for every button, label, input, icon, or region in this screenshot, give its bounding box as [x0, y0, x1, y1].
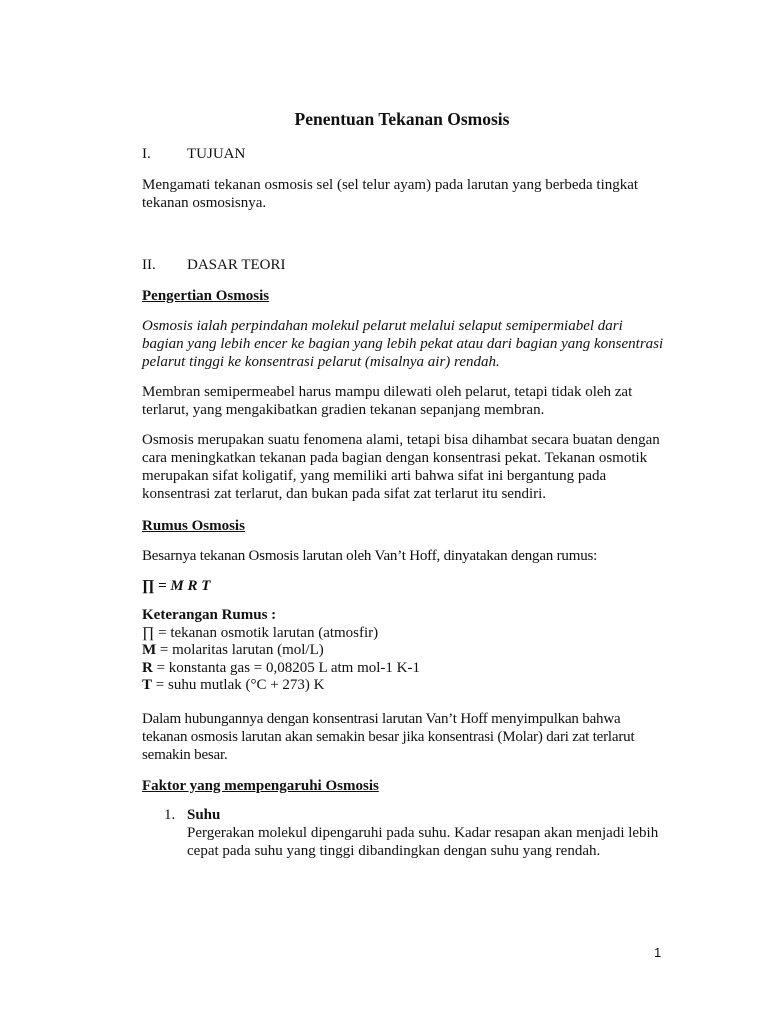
section-label: DASAR TEORI — [187, 257, 286, 273]
list-item-title: Suhu — [187, 807, 221, 823]
rumus-lead-text: Besarnya tekanan Osmosis larutan oleh Van’t Hoff, dinyatakan dengan rumus: — [142, 548, 598, 564]
paragraph-osmosis-fenomena: Osmosis merupakan suatu fenomena alami, tetapi bisa dihambat secara buatan dengan cara meningkatkan tekanan pada bagian dengan konsentrasi pekat. Tekanan osmotik merupakan sifat koligatif, yang memiliki arti bahwa sifat ini bergantung pada konsentrasi zat terlarut, dan bukan pada sifat zat terlarut itu sendiri. — [142, 432, 660, 502]
legend-item: T = suhu mutlak (°C + 273) K — [142, 677, 325, 693]
subheading-faktor: Faktor yang mempengaruhi Osmosis — [142, 778, 379, 794]
section-number: II. — [142, 257, 156, 273]
legend-heading: Keterangan Rumus : — [142, 607, 277, 623]
tujuan-text: Mengamati tekanan osmosis sel (sel telur ayam) pada larutan yang berbeda tingkat tekanan osmosisnya. — [142, 177, 639, 211]
section-number: I. — [142, 146, 151, 162]
formula-symbol: ∏ = — [142, 578, 167, 594]
definition-paragraph: Osmosis ialah perpindahan molekul pelarut melalui selaput semipermiabel dari bagian yang lebih encer ke bagian yang lebih pekat atau dari bagian yang konsentrasi pelarut tinggi ke konsentrasi pelarut (misalnya air) rendah. — [142, 318, 664, 370]
page-title: Penentuan Tekanan Osmosis — [294, 109, 510, 129]
list-item-text: Pergerakan molekul dipengaruhi pada suhu. Kadar resapan akan menjadi lebih cepat pada suhu yang tinggi dibandingkan dengan suhu yang rendah. — [187, 825, 659, 859]
formula-variables: M R T — [170, 578, 211, 594]
subheading-pengertian: Pengertian Osmosis — [142, 288, 270, 304]
osmosis-formula — [142, 577, 210, 595]
conclusion-paragraph: Dalam hubungannya dengan konsentrasi larutan Van’t Hoff menyimpulkan bahwa tekanan osmosis larutan akan semakin besar jika konsentrasi (Molar) dari zat terlarut semakin besar. — [142, 711, 635, 763]
list-item-number: 1. — [164, 807, 176, 823]
formula-legend — [142, 606, 420, 694]
legend-item: ∏ = tekanan osmotik larutan (atmosfir) — [142, 624, 379, 641]
legend-item: R = konstanta gas = 0,08205 L atm mol-1 K-1 — [142, 659, 421, 676]
section-heading-dasar-teori — [142, 256, 285, 274]
page-number: 1 — [654, 945, 662, 960]
paragraph-membran: Membran semipermeabel harus mampu dilewati oleh pelarut, tetapi tidak oleh zat terlarut, yang mengakibatkan gradien tekanan sepanjang membran. — [142, 384, 633, 418]
subheading-rumus: Rumus Osmosis — [142, 518, 245, 534]
section-heading-tujuan — [142, 145, 245, 163]
legend-item: M = molaritas larutan (mol/L) — [142, 642, 324, 658]
section-label: TUJUAN — [187, 146, 246, 162]
list-item — [187, 806, 667, 860]
